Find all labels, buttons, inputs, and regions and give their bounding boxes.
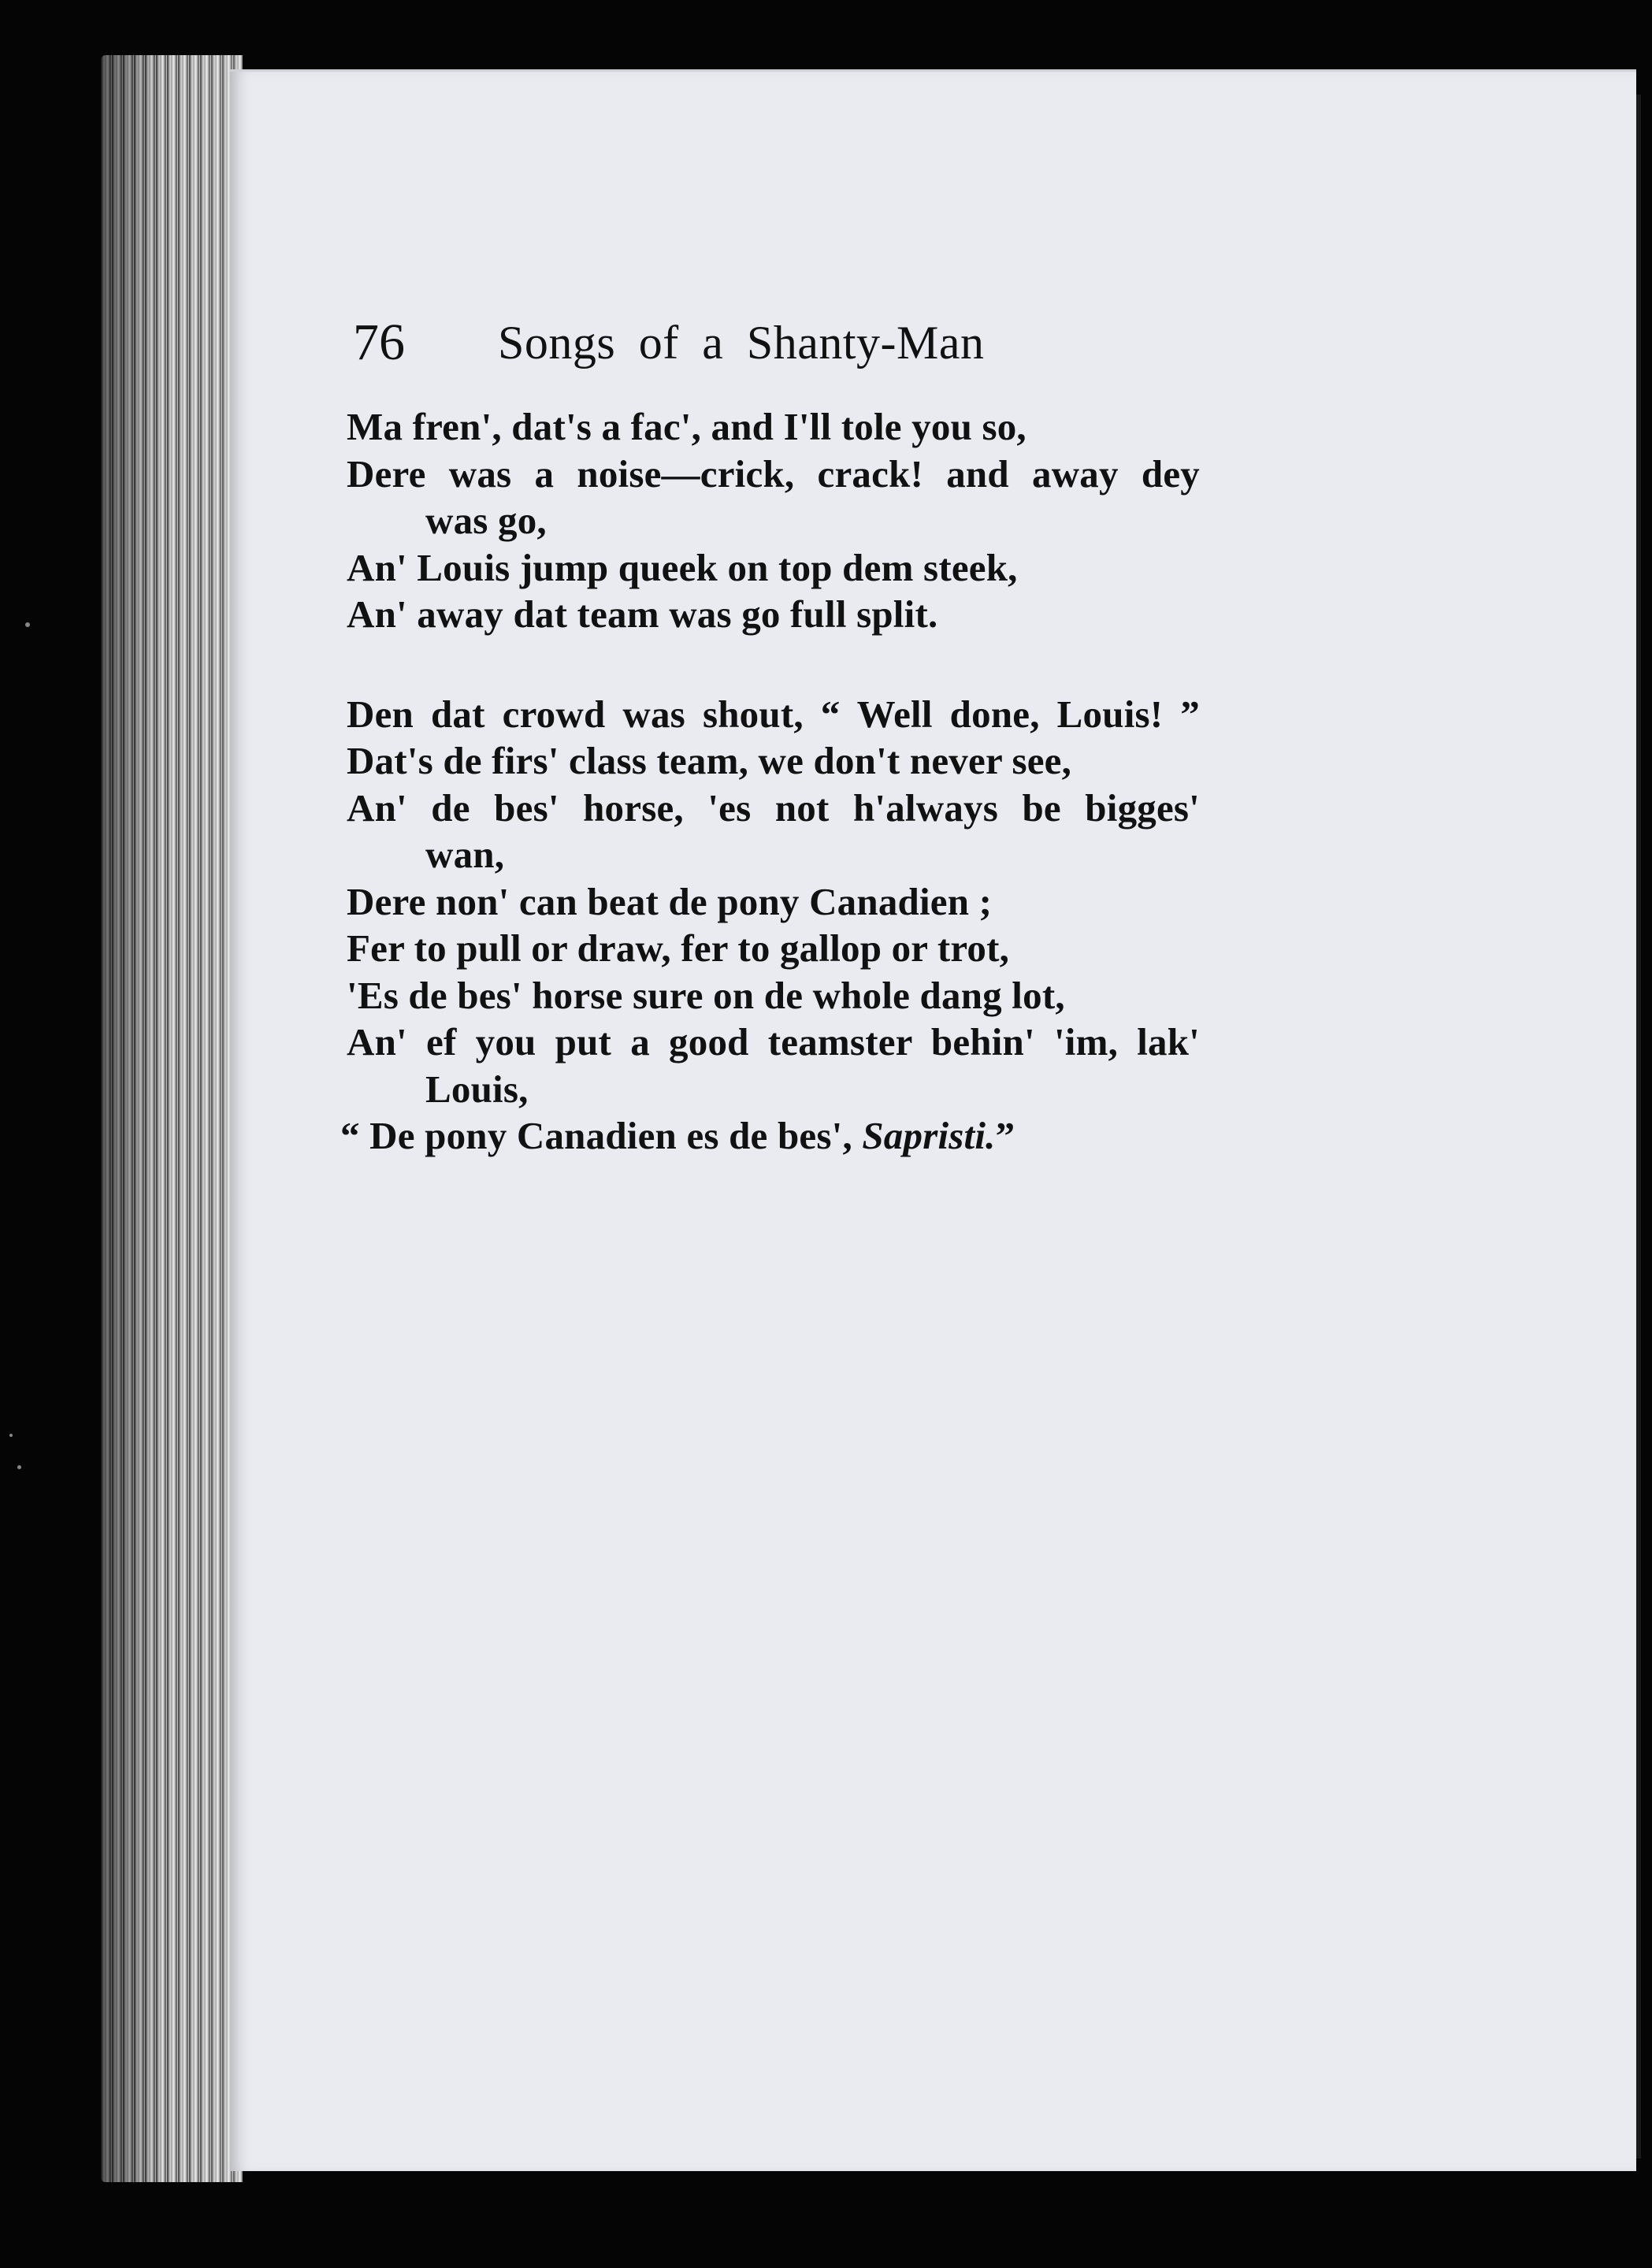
- poem-line-final: [340, 1112, 1450, 1160]
- poem-line-continuation: wan,: [425, 833, 505, 876]
- poem-text: [340, 403, 1450, 1212]
- page-gutter-edge: [1636, 95, 1641, 2158]
- poem-line: 'Es de bes' horse sure on de whole dang lot,: [347, 973, 1065, 1017]
- poem-line: Fer to pull or draw, fer to gallop or trot,: [347, 926, 1010, 970]
- final-line-text: “ De pony Canadien es de bes',: [340, 1114, 863, 1157]
- page-number: 76: [353, 314, 405, 371]
- poem-line: An' de bes' horse, 'es not h'always be bigges': [347, 785, 1200, 830]
- poem-line-continuation: was go,: [425, 499, 547, 542]
- stanza-1: [347, 403, 1450, 638]
- poem-line: Dere was a noise—crick, crack! and away dey: [347, 451, 1200, 496]
- italic-word: Sapristi.: [862, 1114, 996, 1157]
- scan-speck: [17, 1465, 21, 1469]
- poem-line: Dere non' can beat de pony Canadien ;: [347, 879, 993, 923]
- poem-line: Ma fren', dat's a fac', and I'll tole you so,: [347, 405, 1026, 448]
- poem-line: An' Louis jump queek on top dem steek,: [347, 545, 1018, 589]
- poem-line: Dat's de firs' class team, we don't never see,: [347, 739, 1072, 782]
- poem-line: An' ef you put a good teamster behin' 'im, lak': [347, 1020, 1200, 1063]
- scan-speck: [9, 1434, 13, 1437]
- closing-quote: ”: [995, 1114, 1015, 1157]
- book-title: Songs of a Shanty-Man: [498, 317, 985, 369]
- poem-line: Den dat crowd was shout, “ Well done, Louis! ”: [347, 692, 1200, 736]
- poem-line: An' away dat team was go full split.: [347, 592, 938, 636]
- scan-speck: [25, 622, 30, 627]
- poem-line-continuation: Louis,: [425, 1067, 529, 1111]
- book-page-edges: [101, 55, 243, 2182]
- stanza-2: [340, 691, 1450, 1160]
- running-header: [353, 311, 1456, 374]
